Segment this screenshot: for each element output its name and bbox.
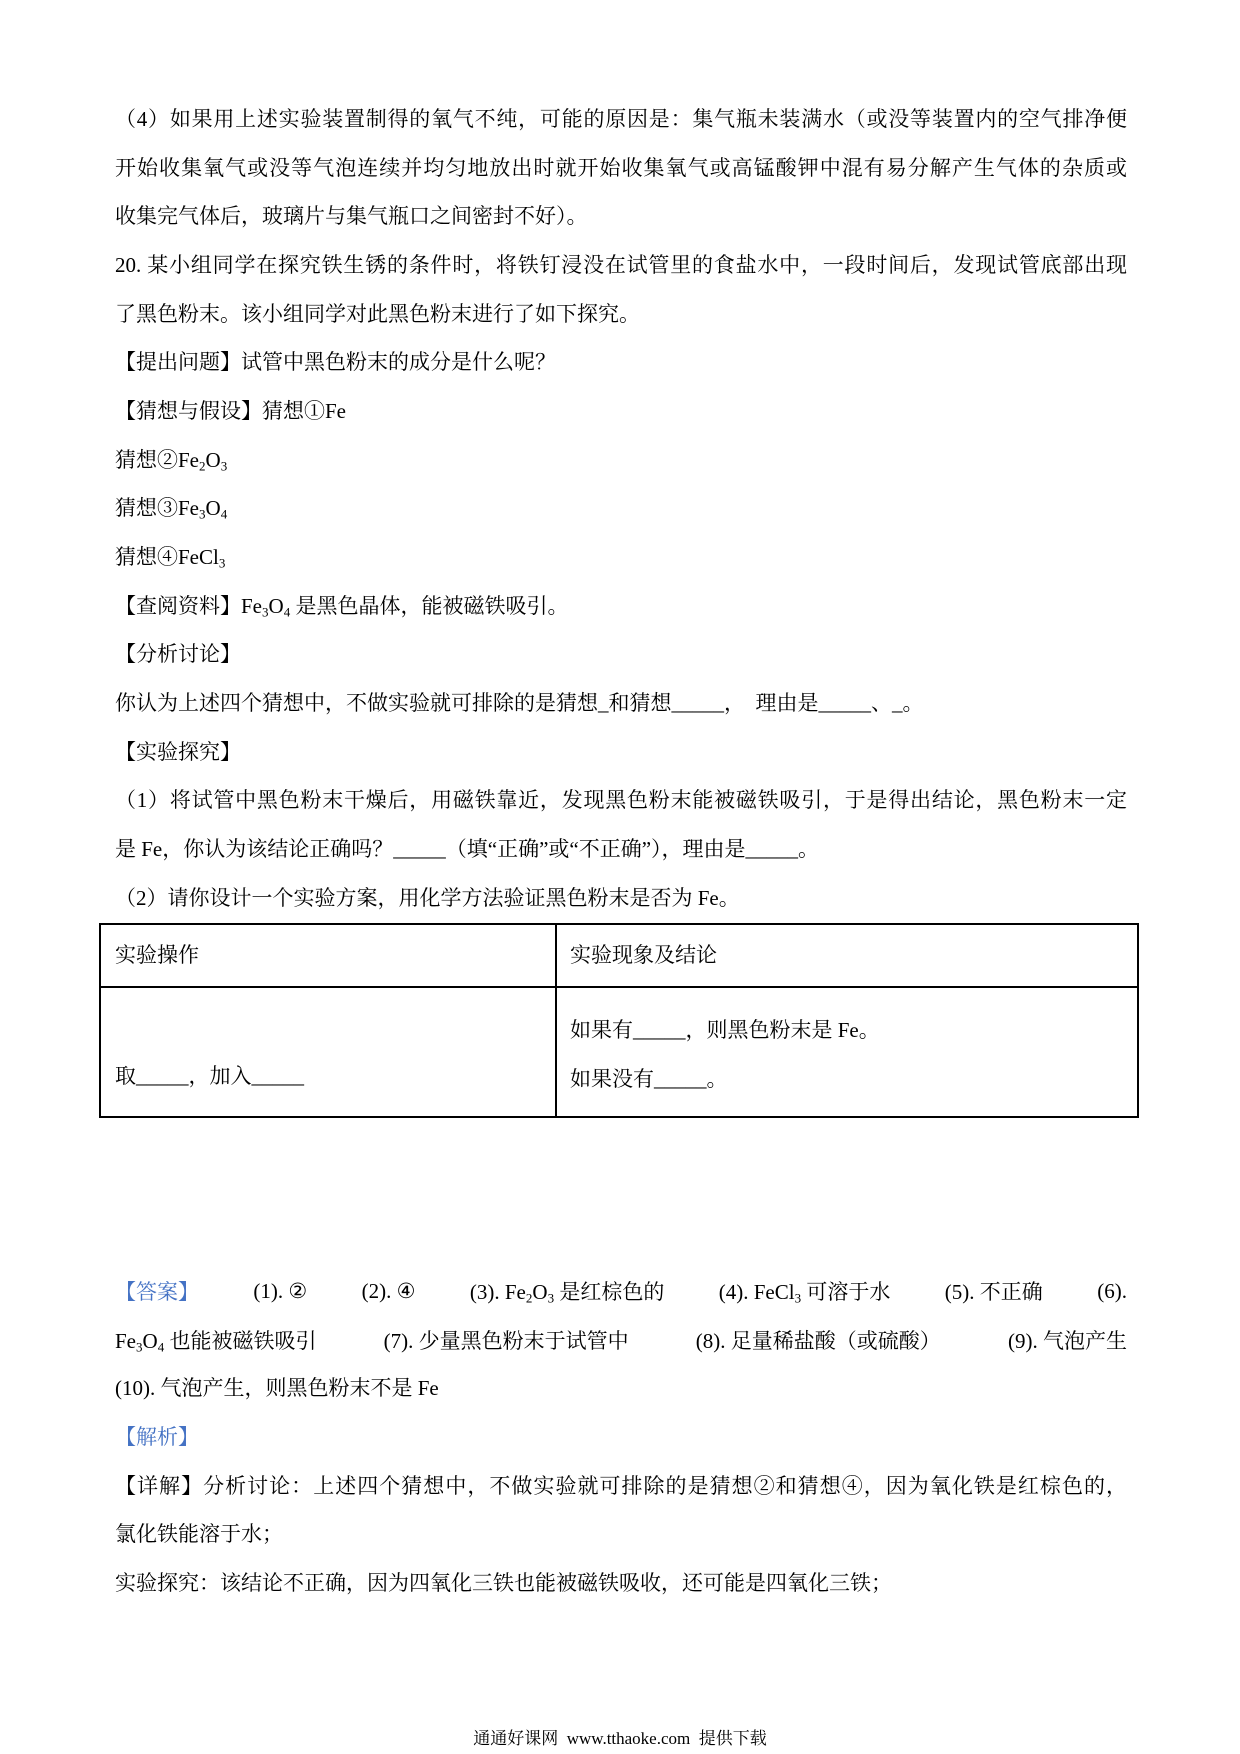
table-cell-operation: [101, 988, 557, 1116]
text-run: 可溶于水: [801, 1280, 891, 1305]
formula-subscript: 4: [157, 1339, 165, 1355]
answer-row: (10). 气泡产生，则黑色粉末不是 Fe: [115, 1376, 439, 1401]
formula-subscript: 3: [199, 506, 206, 522]
guess-line: [115, 484, 1127, 533]
text-run: 猜想②Fe: [115, 447, 199, 472]
formula-subscript: 3: [218, 555, 226, 571]
text-run: (5). 不正确: [944, 1280, 1043, 1305]
text-run: (2). ④: [361, 1278, 416, 1303]
formula-subscript: 2: [199, 458, 206, 474]
answer-item: [719, 1276, 891, 1306]
text-run: 是黑色晶体，能被磁铁吸引。: [290, 593, 569, 618]
text-run: Fe: [115, 1328, 136, 1353]
text-run: (8). 足量稀盐酸（或硫酸）: [695, 1328, 941, 1353]
text-run: O: [532, 1280, 548, 1305]
text-run: O: [205, 496, 221, 521]
question-stem-line: 20. 某小组同学在探究铁生锈的条件时，将铁钉浸没在试管里的食盐水中，一段时间后，发现试管底部出现: [115, 252, 1127, 277]
analysis-line: 实验探究：该结论不正确，因为四氧化三铁也能被磁铁吸收，还可能是四氧化三铁；: [115, 1570, 892, 1595]
text-run: (3). Fe: [469, 1280, 526, 1305]
answer-item: [253, 1279, 307, 1304]
guess-line: [115, 436, 1127, 485]
answer-item: [945, 1276, 1043, 1306]
text-run: (6).: [1097, 1278, 1127, 1303]
text-run: 猜想③Fe: [115, 496, 199, 521]
question-stem-line: 了黑色粉末。该小组同学对此黑色粉末进行了如下探究。: [115, 301, 640, 326]
text-run: (9). 气泡产生: [1007, 1328, 1127, 1353]
prev-answer-line: 开始收集氧气或没等气泡连续并均匀地放出时就开始收集氧气或高锰酸钾中混有易分解产生气体的杂质或: [115, 155, 1127, 180]
discussion-heading: 【分析讨论】: [115, 642, 241, 667]
text-run: O: [205, 447, 221, 472]
table-cell-result: [557, 988, 1137, 1116]
answer-item: [470, 1276, 664, 1306]
text-run: (1). ②: [253, 1278, 308, 1303]
reference-line: [115, 582, 1127, 631]
answer-item: [362, 1279, 416, 1304]
formula-subscript: 3: [136, 1339, 143, 1355]
experiment-line: （1）将试管中黑色粉末干燥后，用磁铁靠近，发现黑色粉末能被磁铁吸引，于是得出结论，黑色粉末一定: [115, 788, 1127, 813]
answer-item: [115, 1325, 316, 1355]
operation-text: 取_____，加入_____: [115, 1064, 304, 1088]
analysis-line: 【详解】分析讨论：上述四个猜想中，不做实验就可排除的是猜想②和猜想④，因为氧化铁是红棕色的，: [115, 1473, 1127, 1498]
experiment-line: 是 Fe，你认为该结论正确吗？_____（填“正确”或“不正确”），理由是_____。: [115, 836, 820, 861]
table-header-result: 实验现象及结论: [557, 925, 1137, 988]
text-run: 【查阅资料】Fe: [115, 593, 262, 618]
experiment-heading: 【实验探究】: [115, 739, 241, 764]
answer-section: [115, 1267, 1127, 1608]
formula-subscript: 4: [220, 506, 228, 522]
text-run: O: [142, 1328, 158, 1353]
result-text: 如果有_____，则黑色粉末是 Fe。: [570, 1018, 880, 1042]
text-run: 是红棕色的: [554, 1280, 665, 1305]
text-run: (4). FeCl: [718, 1280, 795, 1305]
result-text: 如果没有_____。: [570, 1066, 728, 1091]
answer-item: [696, 1325, 941, 1355]
formula-subscript: 3: [794, 1290, 802, 1306]
answer-item: [1097, 1279, 1127, 1304]
formula-subscript: 3: [262, 604, 269, 620]
text-run: 猜想④FeCl: [115, 544, 219, 569]
analysis-label: 【解析】: [115, 1424, 199, 1449]
answer-row: [115, 1267, 1127, 1316]
text-run: (7). 少量黑色粉末于试管中: [383, 1328, 629, 1353]
page-footer: 通通好课网 www.tthaoke.com 提供下载: [473, 1729, 767, 1748]
answer-item: [384, 1325, 629, 1355]
formula-subscript: 4: [283, 604, 291, 620]
analysis-line: 氯化铁能溶于水；: [115, 1522, 283, 1547]
prev-answer-line: （4）如果用上述实验装置制得的氧气不纯，可能的原因是：集气瓶未装满水（或没等装置内的空气排净便: [115, 107, 1127, 131]
prev-answer-line: 收集完气体后，玻璃片与集气瓶口之间密封不好）。: [115, 204, 588, 229]
formula-subscript: 3: [220, 458, 228, 474]
text-run: 也能被磁铁吸引: [164, 1328, 317, 1353]
answer-label: 【答案】: [115, 1280, 199, 1305]
discussion-prompt: 你认为上述四个猜想中，不做实验就可排除的是猜想_和猜想_____， 理由是_____、_。: [115, 690, 924, 715]
experiment-table: [99, 923, 1139, 1118]
answer-row: [115, 1316, 1127, 1365]
formula-subscript: 2: [525, 1290, 533, 1306]
formula-subscript: 3: [547, 1290, 555, 1306]
text-run: O: [268, 593, 284, 618]
answer-item: [1008, 1325, 1127, 1355]
hypothesis-line: 【猜想与假设】猜想①Fe: [115, 398, 346, 423]
problem-statement: 【提出问题】试管中黑色粉末的成分是什么呢？: [115, 350, 556, 375]
guess-line: [115, 533, 1127, 582]
table-header-operation: 实验操作: [101, 925, 557, 988]
experiment-line: （2）请你设计一个实验方案，用化学方法验证黑色粉末是否为 Fe。: [115, 885, 740, 910]
question-content: [115, 95, 1127, 922]
